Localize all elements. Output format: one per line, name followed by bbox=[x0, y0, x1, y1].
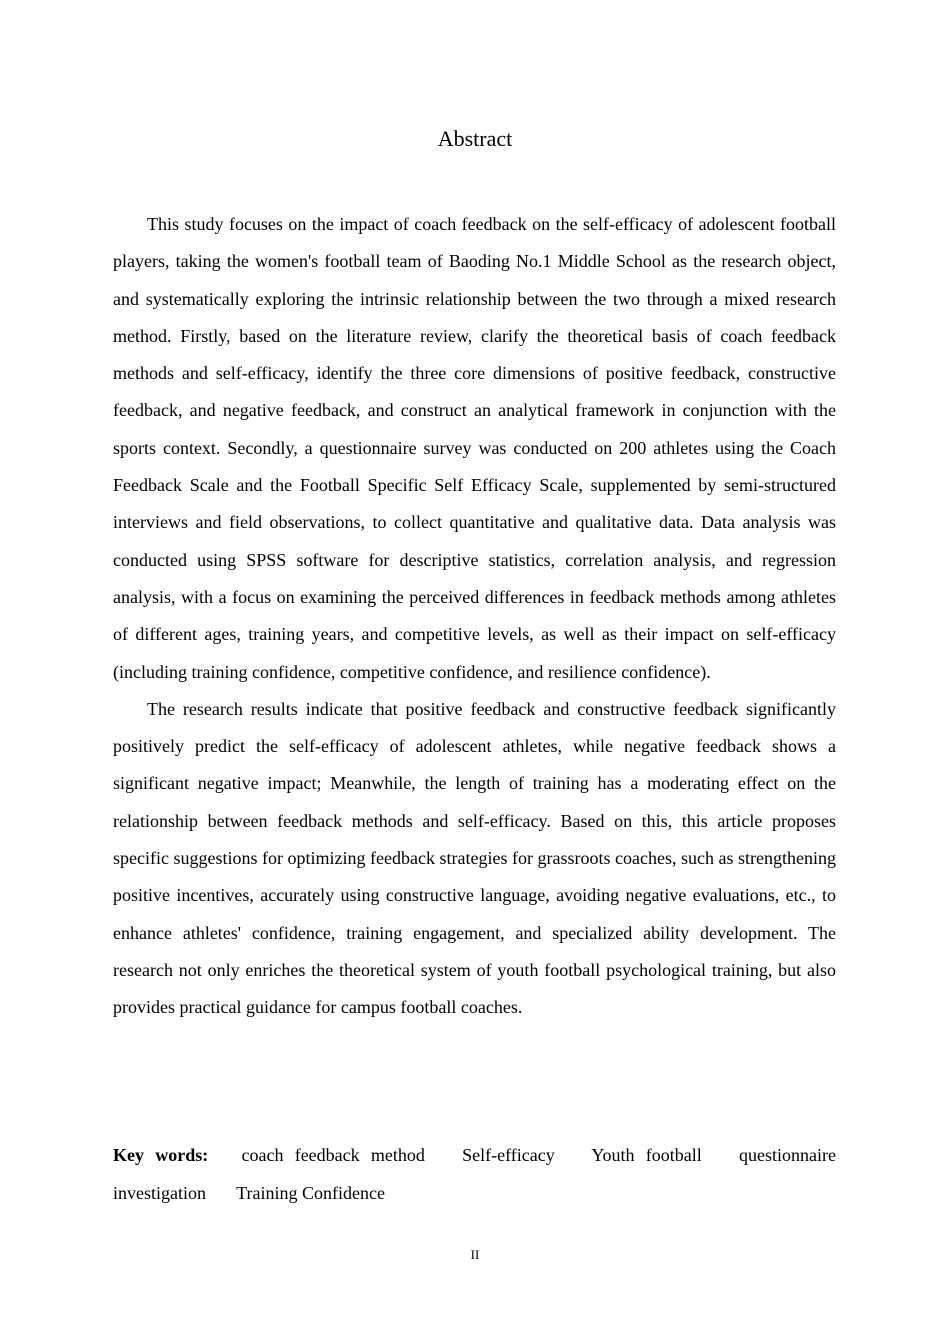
abstract-title: Abstract bbox=[437, 126, 513, 151]
keyword-item: Training Confidence bbox=[236, 1183, 386, 1203]
keywords-section bbox=[113, 1136, 836, 1212]
keyword-item: Self-efficacy bbox=[462, 1145, 555, 1165]
page-number: II bbox=[470, 1247, 480, 1262]
abstract-paragraph-1: This study focuses on the impact of coach feedback on the self-efficacy of adolescent football players, taking the women's football team of Baoding No.1 Middle School as the research object, and systematically exploring the intrinsic relationship between the two through a mixed research method. Firstly, based on the literature review, clarify the theoretical basis of coach feedback methods and self-efficacy, identify the three core dimensions of positive feedback, constructive feedback, and negative feedback, and construct an analytical framework in conjunction with the sports context. Secondly, a questionnaire survey was conducted on 200 athletes using the Coach Feedback Scale and the Football Specific Self Efficacy Scale, supplemented by semi-structured interviews and field observations, to collect quantitative and qualitative data. Data analysis was conducted using SPSS software for descriptive statistics, correlation analysis, and regression analysis, with a focus on examining the perceived differences in feedback methods among athletes of different ages, training years, and competitive levels, as well as their impact on self-efficacy (including training confidence, competitive confidence, and resilience confidence). bbox=[113, 214, 836, 682]
keywords-label: Key words: bbox=[113, 1145, 209, 1165]
keyword-item: coach feedback method bbox=[241, 1145, 425, 1165]
keyword-item: questionnaire investigation bbox=[113, 1145, 837, 1203]
keyword-item: Youth football bbox=[591, 1145, 702, 1165]
abstract-body bbox=[113, 206, 836, 1027]
abstract-paragraph-2: The research results indicate that positive feedback and constructive feedback significantly positively predict the self-efficacy of adolescent athletes, while negative feedback shows a significant negative impact; Meanwhile, the length of training has a moderating effect on the relationship between feedback methods and self-efficacy. Based on this, this article proposes specific suggestions for optimizing feedback strategies for grassroots coaches, such as strengthening positive incentives, accurately using constructive language, avoiding negative evaluations, etc., to enhance athletes' confidence, training engagement, and specialized ability development. The research not only enriches the theoretical system of youth football psychological training, but also provides practical guidance for campus football coaches. bbox=[113, 698, 836, 1018]
